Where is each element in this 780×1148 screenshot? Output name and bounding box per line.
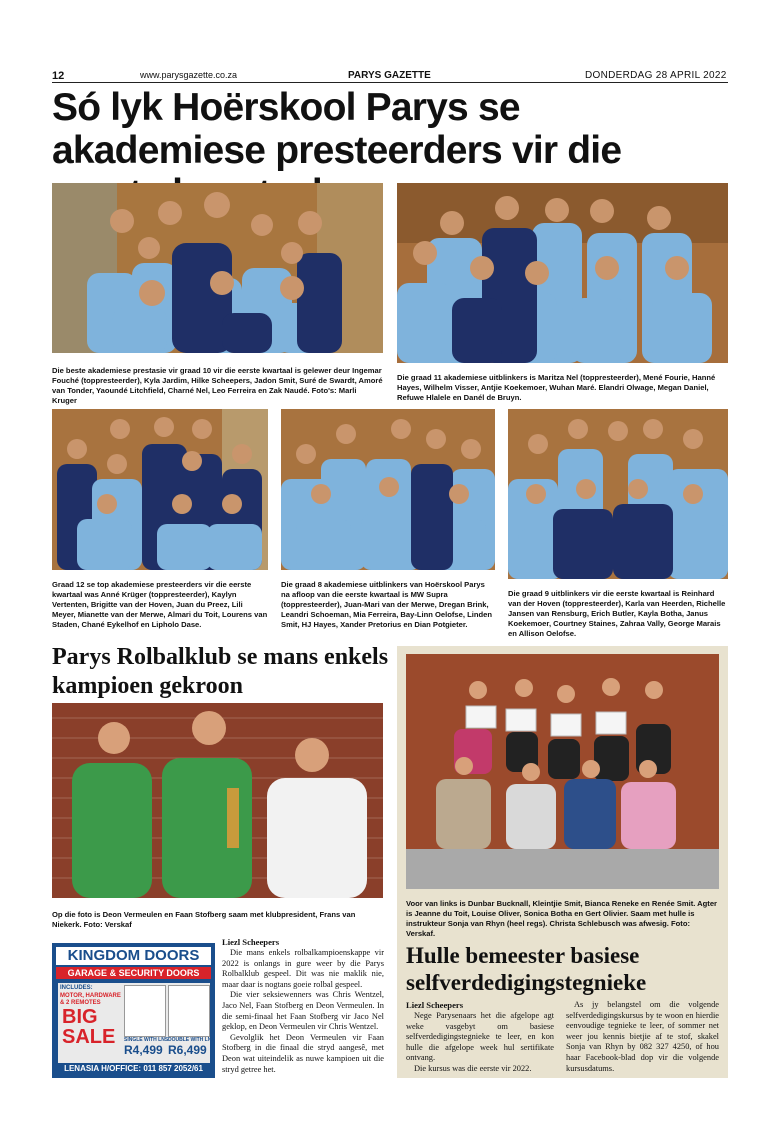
ad-includes: INCLUDES: bbox=[60, 985, 93, 991]
selfdefence-paragraph: As jy belangstel om die volgende selfverdedigingskursus by te woon en hierdie eenvoudige tegnieke te leer, of sommer net weer jou kennis bietjie af te stof, skakel Sonja van Rhyn by 082 327 4250, of hou haar Facebook-blad dop vir die volgende kursusdatums. bbox=[566, 1000, 719, 1073]
caption-grade8: Die graad 8 akademiese uitblinkers van Hoërskool Parys na afloop van die eerste kwartaal is MW Supra (toppresteerder), Juan-Mari van der Merwe, Dregan Brink, Leandri Schoeman, Mia Ferreira, Bay-Linn Oelofse, Linden Smit, HJ Hayes, Xander Pretorius en Dian Potgieter. bbox=[281, 580, 492, 629]
photo-grade12 bbox=[52, 409, 268, 570]
main-headline: Só lyk Hoërskool Parys se akademiese presteerders vir die bbox=[52, 86, 622, 172]
bowls-paragraph: Gevolglik het Deon Vermeulen vir Faan Stofberg in die finaal die stryd aangesê, met Deon wat uiteindelik as nuwe kampioen uit die stryd getree het. bbox=[222, 1032, 384, 1074]
photo-bowls bbox=[52, 703, 383, 898]
page-number: 12 bbox=[52, 70, 65, 82]
ad-price-1: R4,499 bbox=[124, 1043, 163, 1057]
bowls-paragraph: Die mans enkels rolbalkampioenskappe vir 2022 is onlangs in gure weer by die Parys Rolbalklub gespeel. Dit was nie maklik nie, maar daar is nogtans goeie rolbal gespeel. bbox=[222, 948, 384, 989]
selfdefence-headline: Hulle bemeester basiese selfverdedigingstegnieke bbox=[406, 943, 647, 995]
ad-brand: KINGDOM DOORS bbox=[56, 947, 211, 965]
ad-footer: LENASIA H/OFFICE: 011 857 2052/61 bbox=[64, 1064, 203, 1073]
issue-date: DONDERDAG 28 APRIL 2022 bbox=[585, 70, 727, 81]
bowls-byline: Liezl Scheepers bbox=[222, 937, 280, 947]
ad-price-label-2: DOUBLE WITH LNS bbox=[168, 1037, 215, 1043]
kingdom-doors-ad[interactable] bbox=[52, 943, 215, 1078]
selfdefence-paragraph: Die kursus was die eerste vir 2022. bbox=[414, 1063, 532, 1073]
photo-grade9 bbox=[508, 409, 728, 579]
ad-subtitle: GARAGE & SECURITY DOORS bbox=[56, 967, 211, 979]
ad-big: BIG bbox=[62, 1006, 98, 1028]
publication-name: PARYS GAZETTE bbox=[348, 70, 431, 81]
selfdefence-paragraph: Nege Parysenaars het die afgelope agt weke vasgebyt om basiese selfverdedigingstegnieke te leer, en kon hulle die afgelope week hul sertifikate ontvang. bbox=[406, 1011, 554, 1063]
ad-price-2: R6,499 bbox=[168, 1043, 207, 1057]
garage-door-image bbox=[124, 985, 166, 1037]
photo-grade11 bbox=[397, 183, 728, 363]
ad-bullet-1: MOTOR, HARDWARE bbox=[60, 993, 121, 999]
ad-price-label-1: SINGLE WITH LNS bbox=[124, 1037, 169, 1043]
photo-selfdefence bbox=[406, 654, 719, 889]
site-url[interactable]: www.parysgazette.co.za bbox=[140, 70, 238, 80]
ad-sale: SALE bbox=[62, 1026, 116, 1048]
header-rule bbox=[52, 82, 728, 83]
caption-grade11: Die graad 11 akademiese uitblinkers is Maritza Nel (toppresteerder), Mené Fourie, Hanné Hayes, Wilhelm Visser, Antjie Koekemoer, Wuhan Maré. Elandri Olwage, Megan Daniel, Refuwe Hlalele en Danél de Bruyn. bbox=[397, 373, 716, 402]
selfdefence-byline: Liezl Scheepers bbox=[406, 1000, 464, 1010]
garage-door-image bbox=[168, 985, 210, 1037]
bowls-caption: Op die foto is Deon Vermeulen en Faan Stofberg saam met klubpresident, Frans van Niekerk. Foto: Verskaf bbox=[52, 910, 356, 929]
caption-grade10: Die beste akademiese prestasie vir graad 10 vir die eerste kwartaal is gelewer deur Ingemar Fouché (toppresteerder), Kyla Jardim, Hilke Scheepers, Jadon Smit, Suré de Swardt, Amoré van Tonder, Yaoundé Litchfield, Charné Nel, Leo Ferreira en Zak Naudé. Foto's: Marli Kruger bbox=[52, 366, 383, 405]
ad-bullet-2: & 2 REMOTES bbox=[60, 1000, 101, 1006]
photo-grade10 bbox=[52, 183, 383, 353]
bowls-body bbox=[222, 948, 384, 1075]
selfdefence-caption: Voor van links is Dunbar Bucknall, Kleintjie Smit, Bianca Reneke en Renée Smit. Agter is Jeanne du Toit, Louise Oliver, Sonica Botha en Gert Olivier. Saam met hulle is instrukteur Sonja van Rhyn (heel regs). Christa Schlebusch was afwesig. Foto: Verskaf. bbox=[406, 899, 718, 938]
selfdefence-col-1 bbox=[406, 1011, 554, 1075]
selfdefence-col-2 bbox=[566, 1000, 719, 1074]
photo-grade8 bbox=[281, 409, 495, 570]
caption-grade9: Die graad 9 uitblinkers vir die eerste kwartaal is Reinhard van der Hoven (toppresteerder), Karla van Heerden, Richelle Jansen van Rensburg, Erich Butler, Kayla Botha, Janus Koekemoer, Courtney Staines, Zahraa Vally, George Marais en Allison Oelofse. bbox=[508, 589, 726, 638]
caption-grade12: Graad 12 se top akademiese presteerders vir die eerste kwartaal was Anné Krüger (toppresteerder), Kaylyn Vertenten, Brigitte van der Hoven, Juan du Preez, Lili Meyer, Mianette van der Merwe, Almari du Toit, Lourens van Staden, Chané Eykelhof en Lipholo Dase. bbox=[52, 580, 268, 629]
bowls-headline: Parys Rolbalklub se mans enkels kampioen gekroon bbox=[52, 644, 389, 699]
bowls-paragraph: Die vier seksiewenners was Chris Wentzel, Jaco Nel, Faan Stofberg en Deon Vermeulen. In die semi-finaal het Faan Stofberg vir Jaco Nel geklop, en Deon Vermeulen vir Chris Wentzel. bbox=[222, 990, 384, 1032]
